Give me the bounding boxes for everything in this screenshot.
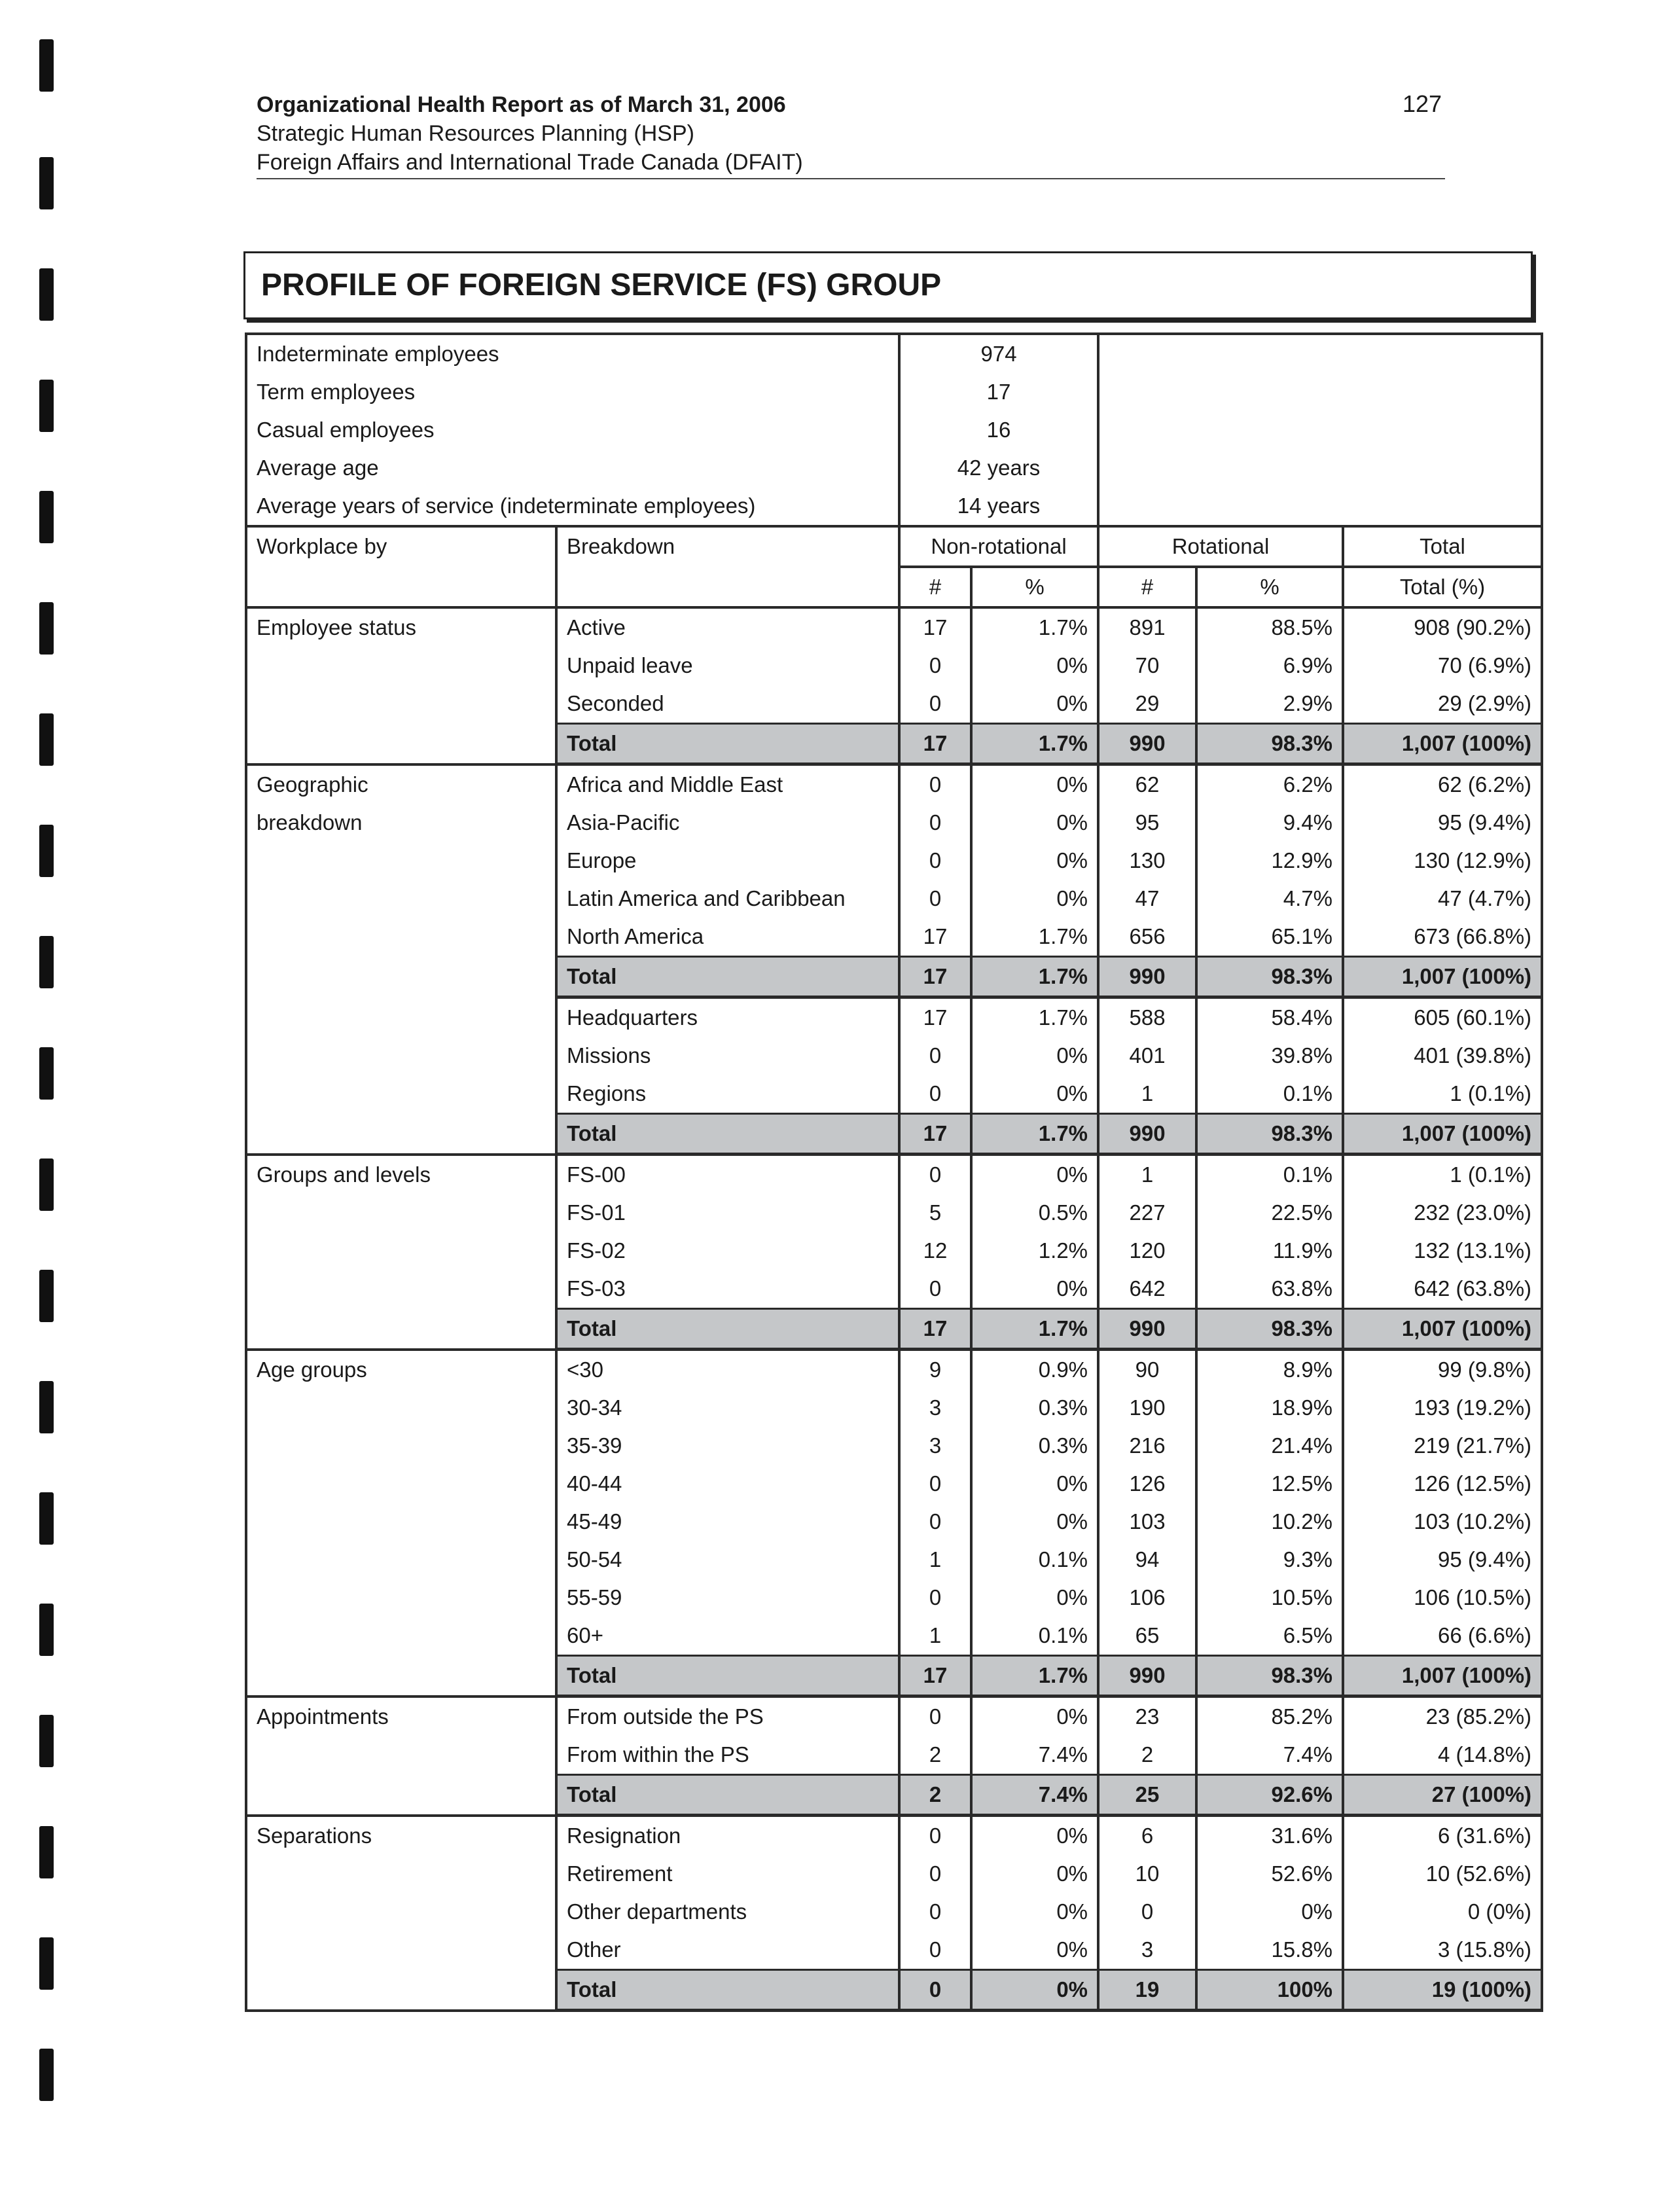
rot-pct: 4.7% xyxy=(1196,880,1343,918)
nonrot-count: 17 xyxy=(899,918,971,957)
total-cell: 1,007 (100%) xyxy=(1343,1114,1542,1155)
nonrot-count: 0 xyxy=(899,764,971,804)
binding-hole-mark xyxy=(39,1604,54,1656)
rot-pct: 21.4% xyxy=(1196,1427,1343,1465)
nonrot-pct: 0% xyxy=(971,647,1098,685)
breakdown-cell: 35-39 xyxy=(556,1427,899,1465)
rot-count: 19 xyxy=(1098,1970,1196,2011)
section-name-cell xyxy=(246,1816,556,2011)
nonrot-count: 1 xyxy=(899,1541,971,1579)
rot-count: 990 xyxy=(1098,1309,1196,1350)
total-cell: 1,007 (100%) xyxy=(1343,1309,1542,1350)
nonrot-pct: 0% xyxy=(971,842,1098,880)
summary-empty-cell xyxy=(1098,411,1542,449)
nonrot-count: 1 xyxy=(899,1617,971,1656)
nonrot-pct: 0.3% xyxy=(971,1389,1098,1427)
total-cell: 62 (6.2%) xyxy=(1343,764,1542,804)
summary-value: 14 years xyxy=(899,487,1098,526)
total-cell: 1,007 (100%) xyxy=(1343,724,1542,764)
total-cell: 401 (39.8%) xyxy=(1343,1037,1542,1075)
rot-count: 106 xyxy=(1098,1579,1196,1617)
total-cell: 23 (85.2%) xyxy=(1343,1696,1542,1736)
summary-row xyxy=(246,373,1542,411)
rot-pct: 15.8% xyxy=(1196,1931,1343,1970)
nonrot-count: 0 xyxy=(899,880,971,918)
breakdown-cell: 60+ xyxy=(556,1617,899,1656)
nonrot-pct: 1.7% xyxy=(971,1656,1098,1696)
nonrot-pct: 0% xyxy=(971,1465,1098,1503)
breakdown-cell: FS-01 xyxy=(556,1194,899,1232)
summary-empty-cell xyxy=(1098,487,1542,526)
nonrot-count: 17 xyxy=(899,1309,971,1350)
rot-count: 62 xyxy=(1098,764,1196,804)
total-cell: 0 (0%) xyxy=(1343,1893,1542,1931)
rot-pct: 10.5% xyxy=(1196,1579,1343,1617)
nonrot-count: 3 xyxy=(899,1427,971,1465)
breakdown-cell: From within the PS xyxy=(556,1736,899,1775)
nonrot-count: 2 xyxy=(899,1736,971,1775)
rot-pct: 98.3% xyxy=(1196,1309,1343,1350)
nonrot-count: 9 xyxy=(899,1350,971,1390)
table-row xyxy=(246,607,1542,647)
nonrot-pct: 0% xyxy=(971,1893,1098,1931)
rot-pct: 63.8% xyxy=(1196,1270,1343,1309)
rot-pct: 98.3% xyxy=(1196,1114,1343,1155)
rot-pct: 6.5% xyxy=(1196,1617,1343,1656)
rot-count: 216 xyxy=(1098,1427,1196,1465)
rot-count: 29 xyxy=(1098,685,1196,724)
summary-row xyxy=(246,487,1542,526)
binding-hole-mark xyxy=(39,602,54,655)
col-workplace-by: Workplace by xyxy=(246,526,556,607)
nonrot-count: 0 xyxy=(899,1855,971,1893)
breakdown-cell: FS-02 xyxy=(556,1232,899,1270)
rot-pct: 11.9% xyxy=(1196,1232,1343,1270)
rot-pct: 12.9% xyxy=(1196,842,1343,880)
nonrot-count: 0 xyxy=(899,1270,971,1309)
binding-hole-mark xyxy=(39,2049,54,2101)
breakdown-cell: Latin America and Caribbean xyxy=(556,880,899,918)
rot-pct: 85.2% xyxy=(1196,1696,1343,1736)
nonrot-count: 0 xyxy=(899,1155,971,1194)
total-cell: 1,007 (100%) xyxy=(1343,1656,1542,1696)
total-cell: 908 (90.2%) xyxy=(1343,607,1542,647)
nonrot-count: 2 xyxy=(899,1775,971,1816)
section-name: Groups and levels xyxy=(257,1162,431,1187)
col-breakdown: Breakdown xyxy=(556,526,899,607)
rot-pct: 0.1% xyxy=(1196,1075,1343,1114)
total-cell: 126 (12.5%) xyxy=(1343,1465,1542,1503)
nonrot-count: 0 xyxy=(899,1816,971,1856)
rot-count: 2 xyxy=(1098,1736,1196,1775)
nonrot-count: 17 xyxy=(899,957,971,997)
section-name: breakdown xyxy=(257,810,363,835)
nonrot-count: 17 xyxy=(899,1114,971,1155)
breakdown-cell: Total xyxy=(556,957,899,997)
column-header-row xyxy=(246,526,1542,567)
nonrot-pct: 0.9% xyxy=(971,1350,1098,1390)
binding-hole-mark xyxy=(39,491,54,543)
nonrot-count: 0 xyxy=(899,685,971,724)
section-name-cell xyxy=(246,1696,556,1816)
total-cell: 4 (14.8%) xyxy=(1343,1736,1542,1775)
breakdown-cell: Resignation xyxy=(556,1816,899,1856)
rot-count: 3 xyxy=(1098,1931,1196,1970)
rot-count: 0 xyxy=(1098,1893,1196,1931)
breakdown-cell: Total xyxy=(556,1970,899,2011)
breakdown-cell: Seconded xyxy=(556,685,899,724)
nonrot-pct: 1.7% xyxy=(971,724,1098,764)
total-cell: 103 (10.2%) xyxy=(1343,1503,1542,1541)
total-cell: 1,007 (100%) xyxy=(1343,957,1542,997)
summary-label: Casual employees xyxy=(246,411,899,449)
section-title-box xyxy=(243,251,1533,319)
breakdown-cell: Headquarters xyxy=(556,997,899,1037)
total-cell: 605 (60.1%) xyxy=(1343,997,1542,1037)
nonrot-pct: 1.7% xyxy=(971,1309,1098,1350)
total-cell: 193 (19.2%) xyxy=(1343,1389,1542,1427)
fs-profile-table xyxy=(245,332,1543,2012)
rot-pct: 6.9% xyxy=(1196,647,1343,685)
rot-count: 126 xyxy=(1098,1465,1196,1503)
section-name-cell xyxy=(246,1155,556,1350)
nonrot-count: 17 xyxy=(899,607,971,647)
rot-pct: 9.3% xyxy=(1196,1541,1343,1579)
breakdown-cell: Regions xyxy=(556,1075,899,1114)
col-total: Total xyxy=(1343,526,1542,567)
breakdown-cell: From outside the PS xyxy=(556,1696,899,1736)
breakdown-cell: 30-34 xyxy=(556,1389,899,1427)
rot-count: 642 xyxy=(1098,1270,1196,1309)
breakdown-cell: Total xyxy=(556,1775,899,1816)
summary-value: 974 xyxy=(899,334,1098,373)
binding-hole-mark xyxy=(39,268,54,321)
total-cell: 642 (63.8%) xyxy=(1343,1270,1542,1309)
table-row xyxy=(246,1816,1542,1856)
breakdown-cell: Asia-Pacific xyxy=(556,804,899,842)
col-sub-total-pct: Total (%) xyxy=(1343,567,1542,607)
nonrot-pct: 7.4% xyxy=(971,1736,1098,1775)
total-cell: 6 (31.6%) xyxy=(1343,1816,1542,1856)
rot-count: 23 xyxy=(1098,1696,1196,1736)
rot-count: 103 xyxy=(1098,1503,1196,1541)
report-subtitle-dfait: Foreign Affairs and International Trade Canada (DFAIT) xyxy=(257,150,803,175)
rot-pct: 7.4% xyxy=(1196,1736,1343,1775)
breakdown-cell: Other departments xyxy=(556,1893,899,1931)
rot-count: 10 xyxy=(1098,1855,1196,1893)
breakdown-cell: FS-03 xyxy=(556,1270,899,1309)
nonrot-count: 0 xyxy=(899,1579,971,1617)
nonrot-pct: 0% xyxy=(971,1931,1098,1970)
nonrot-pct: 7.4% xyxy=(971,1775,1098,1816)
rot-count: 65 xyxy=(1098,1617,1196,1656)
rot-pct: 88.5% xyxy=(1196,607,1343,647)
rot-pct: 9.4% xyxy=(1196,804,1343,842)
nonrot-pct: 0% xyxy=(971,1970,1098,2011)
rot-count: 190 xyxy=(1098,1389,1196,1427)
summary-empty-cell xyxy=(1098,334,1542,373)
nonrot-pct: 1.2% xyxy=(971,1232,1098,1270)
rot-pct: 22.5% xyxy=(1196,1194,1343,1232)
rot-count: 120 xyxy=(1098,1232,1196,1270)
nonrot-pct: 0% xyxy=(971,880,1098,918)
total-cell: 47 (4.7%) xyxy=(1343,880,1542,918)
total-cell: 1 (0.1%) xyxy=(1343,1075,1542,1114)
summary-label: Average age xyxy=(246,449,899,487)
breakdown-cell: 55-59 xyxy=(556,1579,899,1617)
col-sub-percent: % xyxy=(1196,567,1343,607)
report-title: Organizational Health Report as of March 31, 2006 xyxy=(257,92,786,117)
nonrot-pct: 0.1% xyxy=(971,1617,1098,1656)
binding-hole-mark xyxy=(39,713,54,766)
total-cell: 70 (6.9%) xyxy=(1343,647,1542,685)
section-name: Employee status xyxy=(257,615,416,639)
nonrot-pct: 1.7% xyxy=(971,918,1098,957)
total-cell: 106 (10.5%) xyxy=(1343,1579,1542,1617)
summary-value: 42 years xyxy=(899,449,1098,487)
breakdown-cell: North America xyxy=(556,918,899,957)
breakdown-cell: Other xyxy=(556,1931,899,1970)
binding-hole-mark xyxy=(39,1381,54,1433)
col-sub-count: # xyxy=(899,567,971,607)
nonrot-pct: 0% xyxy=(971,1696,1098,1736)
nonrot-pct: 0% xyxy=(971,1037,1098,1075)
table-row xyxy=(246,1350,1542,1390)
rot-pct: 65.1% xyxy=(1196,918,1343,957)
breakdown-cell: FS-00 xyxy=(556,1155,899,1194)
rot-count: 401 xyxy=(1098,1037,1196,1075)
nonrot-pct: 1.7% xyxy=(971,1114,1098,1155)
binding-hole-mark xyxy=(39,1492,54,1545)
total-cell: 66 (6.6%) xyxy=(1343,1617,1542,1656)
binding-hole-mark xyxy=(39,39,54,92)
rot-pct: 18.9% xyxy=(1196,1389,1343,1427)
total-cell: 232 (23.0%) xyxy=(1343,1194,1542,1232)
section-name: Age groups xyxy=(257,1357,367,1382)
rot-pct: 39.8% xyxy=(1196,1037,1343,1075)
total-cell: 95 (9.4%) xyxy=(1343,804,1542,842)
summary-empty-cell xyxy=(1098,449,1542,487)
breakdown-cell: Total xyxy=(556,1114,899,1155)
nonrot-pct: 0.5% xyxy=(971,1194,1098,1232)
rot-count: 6 xyxy=(1098,1816,1196,1856)
rot-pct: 52.6% xyxy=(1196,1855,1343,1893)
nonrot-count: 0 xyxy=(899,1503,971,1541)
rot-pct: 58.4% xyxy=(1196,997,1343,1037)
breakdown-cell: 45-49 xyxy=(556,1503,899,1541)
breakdown-cell: Missions xyxy=(556,1037,899,1075)
nonrot-pct: 0% xyxy=(971,1816,1098,1856)
rot-count: 90 xyxy=(1098,1350,1196,1390)
nonrot-pct: 0.3% xyxy=(971,1427,1098,1465)
breakdown-cell: <30 xyxy=(556,1350,899,1390)
total-cell: 1 (0.1%) xyxy=(1343,1155,1542,1194)
report-subtitle-hsp: Strategic Human Resources Planning (HSP) xyxy=(257,121,694,146)
summary-label: Average years of service (indeterminate employees) xyxy=(246,487,899,526)
binding-hole-mark xyxy=(39,1270,54,1322)
breakdown-cell: Europe xyxy=(556,842,899,880)
rot-count: 1 xyxy=(1098,1155,1196,1194)
nonrot-count: 17 xyxy=(899,724,971,764)
rot-count: 70 xyxy=(1098,647,1196,685)
binding-hole-mark xyxy=(39,936,54,988)
nonrot-count: 0 xyxy=(899,1931,971,1970)
rot-count: 588 xyxy=(1098,997,1196,1037)
nonrot-count: 17 xyxy=(899,997,971,1037)
section-title: PROFILE OF FOREIGN SERVICE (FS) GROUP xyxy=(261,268,942,302)
total-cell: 132 (13.1%) xyxy=(1343,1232,1542,1270)
col-non-rotational: Non-rotational xyxy=(899,526,1098,567)
rot-count: 990 xyxy=(1098,1656,1196,1696)
table-row xyxy=(246,1696,1542,1736)
binding-hole-mark xyxy=(39,1047,54,1100)
binding-hole-mark xyxy=(39,1158,54,1211)
summary-row xyxy=(246,334,1542,373)
nonrot-pct: 0% xyxy=(971,1503,1098,1541)
rot-count: 25 xyxy=(1098,1775,1196,1816)
nonrot-pct: 0% xyxy=(971,804,1098,842)
nonrot-pct: 1.7% xyxy=(971,997,1098,1037)
section-name: Separations xyxy=(257,1823,372,1848)
nonrot-pct: 0% xyxy=(971,685,1098,724)
rot-pct: 92.6% xyxy=(1196,1775,1343,1816)
rot-count: 95 xyxy=(1098,804,1196,842)
binding-hole-mark xyxy=(39,157,54,209)
table-row xyxy=(246,1155,1542,1194)
col-rotational: Rotational xyxy=(1098,526,1343,567)
rot-pct: 2.9% xyxy=(1196,685,1343,724)
nonrot-count: 0 xyxy=(899,647,971,685)
section-name: Geographic xyxy=(257,772,368,797)
nonrot-count: 0 xyxy=(899,1696,971,1736)
rot-pct: 12.5% xyxy=(1196,1465,1343,1503)
rot-pct: 98.3% xyxy=(1196,957,1343,997)
total-cell: 27 (100%) xyxy=(1343,1775,1542,1816)
nonrot-pct: 0% xyxy=(971,1579,1098,1617)
nonrot-count: 5 xyxy=(899,1194,971,1232)
rot-count: 990 xyxy=(1098,1114,1196,1155)
nonrot-count: 0 xyxy=(899,1037,971,1075)
nonrot-count: 0 xyxy=(899,842,971,880)
rot-pct: 0.1% xyxy=(1196,1155,1343,1194)
nonrot-count: 0 xyxy=(899,1970,971,2011)
nonrot-pct: 0% xyxy=(971,1155,1098,1194)
binding-hole-mark xyxy=(39,1715,54,1767)
rot-count: 891 xyxy=(1098,607,1196,647)
binding-hole-mark xyxy=(39,1937,54,1990)
total-cell: 3 (15.8%) xyxy=(1343,1931,1542,1970)
nonrot-pct: 1.7% xyxy=(971,607,1098,647)
nonrot-pct: 1.7% xyxy=(971,957,1098,997)
breakdown-cell: 40-44 xyxy=(556,1465,899,1503)
nonrot-count: 3 xyxy=(899,1389,971,1427)
total-cell: 130 (12.9%) xyxy=(1343,842,1542,880)
nonrot-count: 17 xyxy=(899,1656,971,1696)
total-cell: 673 (66.8%) xyxy=(1343,918,1542,957)
nonrot-count: 0 xyxy=(899,804,971,842)
nonrot-count: 12 xyxy=(899,1232,971,1270)
rot-count: 130 xyxy=(1098,842,1196,880)
section-name-cell xyxy=(246,1350,556,1696)
rot-pct: 31.6% xyxy=(1196,1816,1343,1856)
page-number: 127 xyxy=(1403,90,1442,117)
table-row xyxy=(246,764,1542,804)
breakdown-cell: Unpaid leave xyxy=(556,647,899,685)
rot-pct: 100% xyxy=(1196,1970,1343,2011)
rot-count: 990 xyxy=(1098,724,1196,764)
summary-value: 17 xyxy=(899,373,1098,411)
section-name-cell xyxy=(246,607,556,764)
summary-label: Indeterminate employees xyxy=(246,334,899,373)
nonrot-pct: 0% xyxy=(971,764,1098,804)
breakdown-cell: 50-54 xyxy=(556,1541,899,1579)
breakdown-cell: Total xyxy=(556,724,899,764)
header-divider xyxy=(257,178,1445,179)
breakdown-cell: Retirement xyxy=(556,1855,899,1893)
nonrot-count: 0 xyxy=(899,1893,971,1931)
binding-hole-mark xyxy=(39,1826,54,1878)
total-cell: 10 (52.6%) xyxy=(1343,1855,1542,1893)
nonrot-pct: 0.1% xyxy=(971,1541,1098,1579)
col-sub-count: # xyxy=(1098,567,1196,607)
col-sub-percent: % xyxy=(971,567,1098,607)
rot-pct: 10.2% xyxy=(1196,1503,1343,1541)
rot-count: 47 xyxy=(1098,880,1196,918)
rot-count: 1 xyxy=(1098,1075,1196,1114)
binding-hole-mark xyxy=(39,825,54,877)
section-name: Appointments xyxy=(257,1704,389,1729)
section-name-cell xyxy=(246,764,556,1155)
rot-count: 227 xyxy=(1098,1194,1196,1232)
rot-pct: 98.3% xyxy=(1196,1656,1343,1696)
nonrot-count: 0 xyxy=(899,1465,971,1503)
rot-count: 656 xyxy=(1098,918,1196,957)
summary-value: 16 xyxy=(899,411,1098,449)
breakdown-cell: Total xyxy=(556,1309,899,1350)
rot-pct: 8.9% xyxy=(1196,1350,1343,1390)
summary-row xyxy=(246,449,1542,487)
summary-row xyxy=(246,411,1542,449)
breakdown-cell: Africa and Middle East xyxy=(556,764,899,804)
breakdown-cell: Total xyxy=(556,1656,899,1696)
rot-pct: 98.3% xyxy=(1196,724,1343,764)
rot-pct: 6.2% xyxy=(1196,764,1343,804)
breakdown-cell: Active xyxy=(556,607,899,647)
total-cell: 19 (100%) xyxy=(1343,1970,1542,2011)
rot-count: 94 xyxy=(1098,1541,1196,1579)
nonrot-pct: 0% xyxy=(971,1855,1098,1893)
total-cell: 95 (9.4%) xyxy=(1343,1541,1542,1579)
summary-empty-cell xyxy=(1098,373,1542,411)
rot-count: 990 xyxy=(1098,957,1196,997)
nonrot-pct: 0% xyxy=(971,1270,1098,1309)
binding-hole-mark xyxy=(39,380,54,432)
summary-label: Term employees xyxy=(246,373,899,411)
total-cell: 99 (9.8%) xyxy=(1343,1350,1542,1390)
rot-pct: 0% xyxy=(1196,1893,1343,1931)
total-cell: 29 (2.9%) xyxy=(1343,685,1542,724)
nonrot-count: 0 xyxy=(899,1075,971,1114)
nonrot-pct: 0% xyxy=(971,1075,1098,1114)
total-cell: 219 (21.7%) xyxy=(1343,1427,1542,1465)
